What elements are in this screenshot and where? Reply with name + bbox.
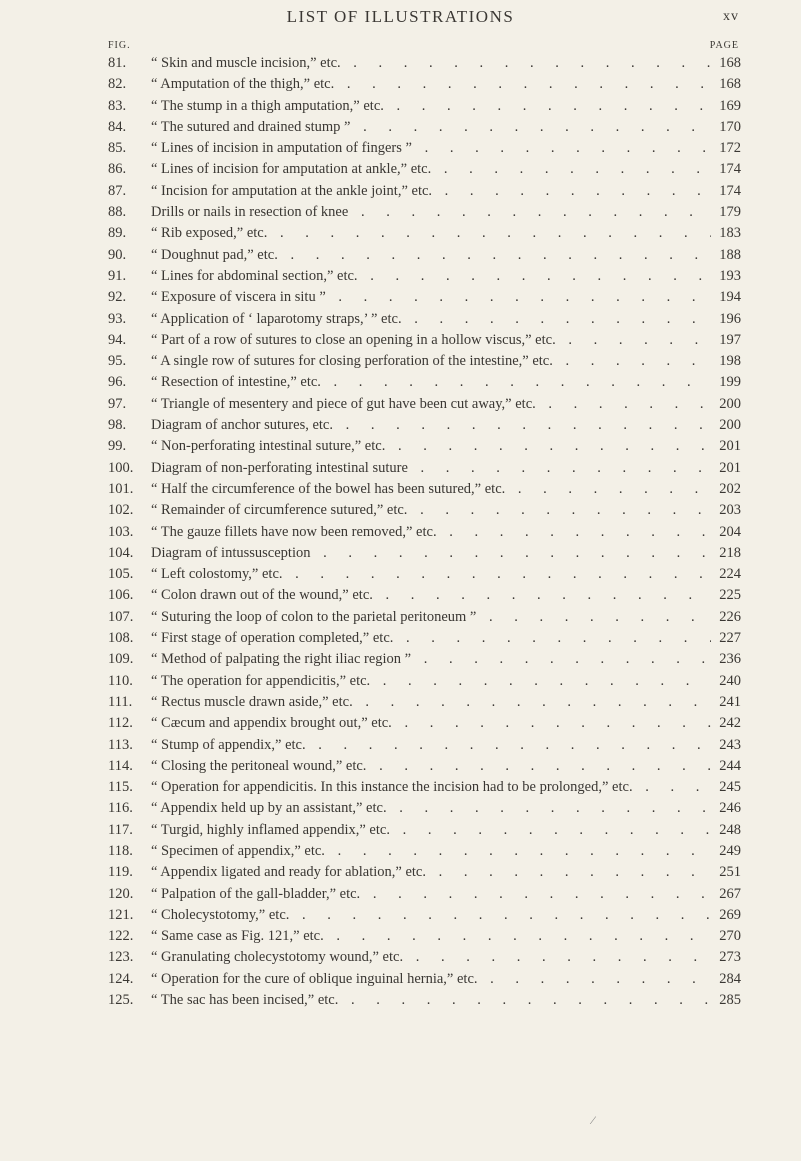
figure-caption: “ Operation for appendicitis. In this instance the incision had to be prolonged,” etc. . . . <box>151 777 721 798</box>
list-item <box>0 436 801 457</box>
figure-caption: “ Non-perforating intestinal suture,” etc. . . . <box>151 436 721 457</box>
page-number: 201 <box>711 436 741 457</box>
list-item <box>0 820 801 841</box>
figure-caption: “ Appendix held up by an assistant,” etc. . . . <box>151 798 721 819</box>
list-item <box>0 245 801 266</box>
figure-number: 123. <box>108 949 134 966</box>
list-item <box>0 735 801 756</box>
figure-caption: “ Same case as Fig. 121,” etc. . . . <box>151 926 721 947</box>
page-number: 196 <box>711 309 741 330</box>
list-item <box>0 96 801 117</box>
figure-number: 111. <box>108 693 133 710</box>
figure-caption: “ Turgid, highly inflamed appendix,” etc. . . . <box>151 820 721 841</box>
figure-caption: Drills or nails in resection of knee . . . <box>151 202 721 223</box>
figure-caption: “ Application of ‘ laparotomy straps,’ ” etc. . . . <box>151 309 721 330</box>
figure-number: 106. <box>108 587 134 604</box>
list-item <box>0 159 801 180</box>
page-number: 245 <box>711 777 741 798</box>
figure-number: 115. <box>108 779 133 796</box>
figure-caption: “ Left colostomy,” etc. . . . <box>151 564 721 585</box>
page-number: 227 <box>711 628 741 649</box>
figure-caption: “ The sutured and drained stump ” . . . <box>151 117 721 138</box>
page-number: 242 <box>711 713 741 734</box>
page-number: 188 <box>711 245 741 266</box>
list-item <box>0 649 801 670</box>
list-item <box>0 266 801 287</box>
figure-caption: “ A single row of sutures for closing perforation of the intestine,” etc. . . . <box>151 351 721 372</box>
page-number: 218 <box>711 543 741 564</box>
figure-caption: “ Exposure of viscera in situ ” . . . <box>151 287 721 308</box>
list-item <box>0 969 801 990</box>
page-number: 168 <box>711 74 741 95</box>
list-item <box>0 330 801 351</box>
figure-caption: “ Granulating cholecystotomy wound,” etc. . . . <box>151 947 721 968</box>
list-item <box>0 351 801 372</box>
figure-number: 97. <box>108 395 127 412</box>
page-number: 285 <box>711 990 741 1011</box>
figure-number: 110. <box>108 672 133 689</box>
page-number: 170 <box>711 117 741 138</box>
figure-caption: “ Suturing the loop of colon to the parietal peritoneum ” . . . <box>151 607 721 628</box>
list-item <box>0 74 801 95</box>
page-numeral: xv <box>723 9 739 24</box>
page-number: 202 <box>711 479 741 500</box>
figure-caption: “ The stump in a thigh amputation,” etc. . . . <box>151 96 721 117</box>
figure-number: 122. <box>108 928 134 945</box>
list-item <box>0 458 801 479</box>
figure-number: 108. <box>108 630 134 647</box>
figure-number: 124. <box>108 970 134 987</box>
figure-caption: “ Resection of intestine,” etc. . . . <box>151 372 721 393</box>
figure-caption: Diagram of non-perforating intestinal suture . . . <box>151 458 721 479</box>
list-item <box>0 628 801 649</box>
page-number: 225 <box>711 585 741 606</box>
page-number: 194 <box>711 287 741 308</box>
page-number: 236 <box>711 649 741 670</box>
figure-caption: “ Appendix ligated and ready for ablation,” etc. . . . <box>151 862 721 883</box>
figure-number: 121. <box>108 906 134 923</box>
figure-caption: Diagram of anchor sutures, etc. . . . <box>151 415 721 436</box>
figure-number: 89. <box>108 225 127 242</box>
page-number: 174 <box>711 159 741 180</box>
page-number: 168 <box>711 53 741 74</box>
fig-column-header: FIG. <box>108 40 131 51</box>
list-item <box>0 287 801 308</box>
figure-number: 119. <box>108 864 133 881</box>
figure-number: 103. <box>108 523 134 540</box>
figure-number: 96. <box>108 374 127 391</box>
list-item <box>0 713 801 734</box>
page-number: 199 <box>711 372 741 393</box>
figure-caption: “ Half the circumference of the bowel has been sutured,” etc. . . . <box>151 479 721 500</box>
page-number: 284 <box>711 969 741 990</box>
list-item <box>0 884 801 905</box>
figure-caption: Diagram of intussusception . . . <box>151 543 721 564</box>
figure-number: 107. <box>108 608 134 625</box>
page-number: 169 <box>711 96 741 117</box>
page-number: 204 <box>711 522 741 543</box>
list-item <box>0 372 801 393</box>
page-number: 200 <box>711 394 741 415</box>
list-item <box>0 522 801 543</box>
page-number: 226 <box>711 607 741 628</box>
figure-number: 94. <box>108 331 127 348</box>
figure-caption: “ Incision for amputation at the ankle joint,” etc. . . . <box>151 181 721 202</box>
page-number: 197 <box>711 330 741 351</box>
figure-number: 114. <box>108 757 133 774</box>
figure-number: 117. <box>108 821 133 838</box>
list-item <box>0 394 801 415</box>
running-head <box>0 5 801 35</box>
figure-caption: “ The sac has been incised,” etc. . . . <box>151 990 721 1011</box>
list-item <box>0 862 801 883</box>
page-number: 203 <box>711 500 741 521</box>
page-number: 243 <box>711 735 741 756</box>
figure-number: 84. <box>108 118 127 135</box>
figure-number: 116. <box>108 800 133 817</box>
list-item <box>0 138 801 159</box>
figure-caption: “ Lines of incision in amputation of fingers ” . . . <box>151 138 721 159</box>
figure-caption: “ Cholecystotomy,” etc. . . . <box>151 905 721 926</box>
figure-caption: “ Rectus muscle drawn aside,” etc. . . . <box>151 692 721 713</box>
figure-number: 82. <box>108 76 127 93</box>
list-item <box>0 585 801 606</box>
figure-number: 102. <box>108 502 134 519</box>
list-item <box>0 117 801 138</box>
list-item <box>0 564 801 585</box>
figure-number: 85. <box>108 140 127 157</box>
figure-number: 100. <box>108 459 134 476</box>
page-number: 251 <box>711 862 741 883</box>
page-number: 183 <box>711 223 741 244</box>
figure-number: 95. <box>108 353 127 370</box>
page-number: 193 <box>711 266 741 287</box>
figure-number: 99. <box>108 438 127 455</box>
figure-caption: “ Lines for abdominal section,” etc. . . . <box>151 266 721 287</box>
figure-number: 92. <box>108 289 127 306</box>
list-item <box>0 671 801 692</box>
figure-number: 104. <box>108 544 134 561</box>
list-item <box>0 309 801 330</box>
page-number: 270 <box>711 926 741 947</box>
list-item <box>0 777 801 798</box>
figure-caption: “ Skin and muscle incision,” etc. . . . <box>151 53 721 74</box>
page-number: 273 <box>711 947 741 968</box>
figure-number: 91. <box>108 267 127 284</box>
figure-number: 113. <box>108 736 133 753</box>
page-number: 172 <box>711 138 741 159</box>
figure-caption: “ Cæcum and appendix brought out,” etc. . . . <box>151 713 721 734</box>
figure-number: 112. <box>108 715 133 732</box>
list-item <box>0 415 801 436</box>
figure-caption: “ Specimen of appendix,” etc. . . . <box>151 841 721 862</box>
page-number: 240 <box>711 671 741 692</box>
figure-caption: “ Doughnut pad,” etc. . . . <box>151 245 721 266</box>
page-number: 241 <box>711 692 741 713</box>
figure-number: 98. <box>108 417 127 434</box>
list-item <box>0 223 801 244</box>
figure-number: 120. <box>108 885 134 902</box>
figure-caption: “ Palpation of the gall-bladder,” etc. . . . <box>151 884 721 905</box>
list-item <box>0 692 801 713</box>
list-item <box>0 53 801 74</box>
figure-caption: “ Stump of appendix,” etc. . . . <box>151 735 721 756</box>
figure-number: 105. <box>108 566 134 583</box>
figure-number: 83. <box>108 97 127 114</box>
page-number: 246 <box>711 798 741 819</box>
list-item <box>0 500 801 521</box>
figure-caption: “ The gauze fillets have now been removed,” etc. . . . <box>151 522 721 543</box>
page-number: 249 <box>711 841 741 862</box>
list-item <box>0 202 801 223</box>
list-item <box>0 990 801 1011</box>
list-item <box>0 479 801 500</box>
figure-caption: “ Closing the peritoneal wound,” etc. . . . <box>151 756 721 777</box>
page-number: 174 <box>711 181 741 202</box>
figure-caption: “ First stage of operation completed,” etc. . . . <box>151 628 721 649</box>
figure-caption: “ Remainder of circumference sutured,” etc. . . . <box>151 500 721 521</box>
page-number: 224 <box>711 564 741 585</box>
page-number: 267 <box>711 884 741 905</box>
figure-number: 125. <box>108 992 134 1009</box>
illustration-list <box>0 53 801 1011</box>
figure-number: 101. <box>108 480 134 497</box>
figure-caption: “ Amputation of the thigh,” etc. . . . <box>151 74 721 95</box>
list-item <box>0 905 801 926</box>
figure-caption: “ Method of palpating the right iliac region ” . . . <box>151 649 721 670</box>
page-number: 198 <box>711 351 741 372</box>
page-number: 201 <box>711 458 741 479</box>
page-number: 200 <box>711 415 741 436</box>
figure-number: 86. <box>108 161 127 178</box>
figure-caption: “ Operation for the cure of oblique inguinal hernia,” etc. . . . <box>151 969 721 990</box>
figure-caption: “ The operation for appendicitis,” etc. . . . <box>151 671 721 692</box>
list-item <box>0 798 801 819</box>
figure-number: 109. <box>108 651 134 668</box>
list-item <box>0 543 801 564</box>
figure-number: 93. <box>108 310 127 327</box>
page-column-header: PAGE <box>709 40 739 51</box>
figure-caption: “ Colon drawn out of the wound,” etc. . . . <box>151 585 721 606</box>
list-item <box>0 841 801 862</box>
figure-number: 88. <box>108 204 127 221</box>
page-number: 179 <box>711 202 741 223</box>
figure-number: 81. <box>108 55 127 71</box>
page-number: 248 <box>711 820 741 841</box>
figure-caption: “ Rib exposed,” etc. . . . <box>151 223 721 244</box>
page-title: LIST OF ILLUSTRATIONS <box>286 7 515 26</box>
page-number: 269 <box>711 905 741 926</box>
figure-number: 90. <box>108 246 127 263</box>
page-number: 244 <box>711 756 741 777</box>
list-item <box>0 756 801 777</box>
figure-number: 87. <box>108 182 127 199</box>
list-item <box>0 607 801 628</box>
figure-number: 118. <box>108 842 133 859</box>
figure-caption: “ Triangle of mesentery and piece of gut have been cut away,” etc. . . . <box>151 394 721 415</box>
list-item <box>0 947 801 968</box>
list-item <box>0 181 801 202</box>
figure-caption: “ Lines of incision for amputation at ankle,” etc. . . . <box>151 159 721 180</box>
figure-caption: “ Part of a row of sutures to close an opening in a hollow viscus,” etc. . . . <box>151 330 721 351</box>
stray-mark-icon: ⁄ <box>592 1113 595 1127</box>
list-item <box>0 926 801 947</box>
